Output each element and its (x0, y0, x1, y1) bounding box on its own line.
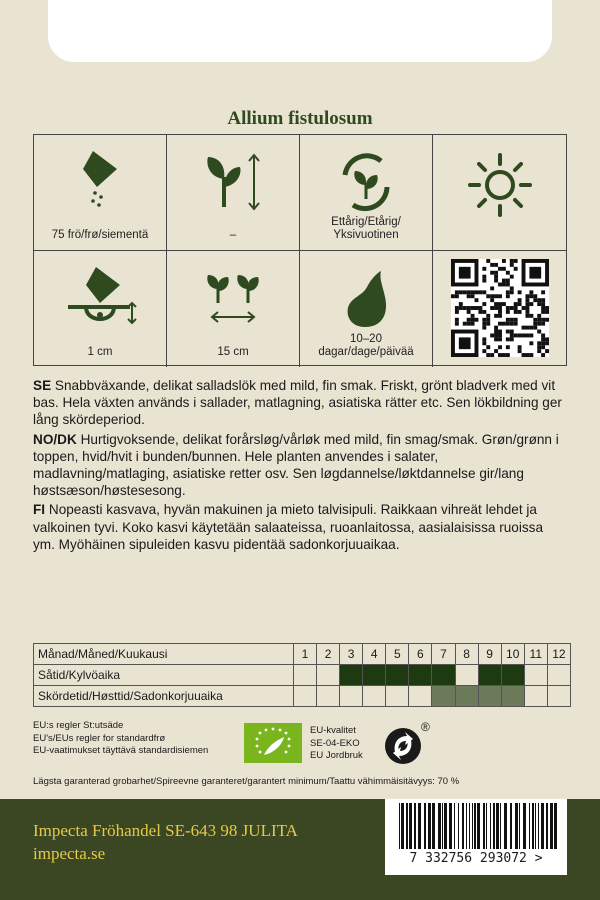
height-cell (167, 135, 300, 251)
month-9: 9 (478, 644, 501, 665)
plant-height-icon (198, 147, 268, 217)
sun-cell (433, 135, 566, 251)
month-11: 11 (524, 644, 547, 665)
lifecycle-icon (331, 147, 401, 217)
harvest-cell-7 (432, 686, 455, 707)
seed-count: 75 frö/frø/siementä (51, 229, 149, 241)
company-website[interactable]: impecta.se (33, 844, 106, 863)
lifecycle-cell (300, 135, 433, 251)
barcode-digits: 332756 293072 (425, 851, 527, 866)
sow-cell-3 (340, 665, 363, 686)
desc-fi (33, 501, 567, 553)
barcode-number (385, 851, 567, 866)
sow-cell-5 (386, 665, 409, 686)
desc-no-text: Hurtigvoksende, delikat forårsløg/vårløk med mild, fin smag/smak. Grøn/grønn i toppen, hvid/hvit i bunden/bunnen. Hele planten anvendes i salater, madlavning/matlaging, asiatiske retter osv. Sen løgdannelse/løktdannelse gir/lang høstsæson/høstesesong. (33, 431, 559, 499)
sowing-label: Såtid/Kylvöaika (34, 665, 294, 686)
sow-cell-2 (317, 665, 340, 686)
germination-cell (300, 251, 433, 367)
sow-cell-12 (547, 665, 570, 686)
hang-hole (48, 0, 552, 62)
lifecycle-line-2: Yksivuotinen (333, 229, 399, 241)
sun-icon (465, 147, 535, 217)
harvest-cell-2 (317, 686, 340, 707)
barcode-tail: > (534, 851, 543, 866)
eu-organic-leaf-icon (244, 723, 302, 763)
sow-cell-9 (478, 665, 501, 686)
germination-unit: dagar/dage/päivää (318, 346, 414, 358)
month-3: 3 (340, 644, 363, 665)
barcode-lead: 7 (409, 851, 418, 866)
rules-line-2: EU's/EUs regler for standardfrø (33, 732, 166, 744)
sow-cell-7 (432, 665, 455, 686)
sow-cell-10 (501, 665, 524, 686)
month-5: 5 (386, 644, 409, 665)
germination-guarantee: Lägsta garanterad grobarhet/Spireevne garanteret/garantert minimum/Taattu vähimmäisitävyys: 70 % (33, 776, 460, 787)
lifecycle-line-1: Ettårig/Etårig/ (331, 216, 401, 228)
lifecycle-text (300, 216, 432, 242)
icon-grid (33, 134, 567, 366)
germination-days: 10–20 (350, 333, 382, 345)
desc-fi-text: Nopeasti kasvava, hyvän makuinen ja mieto talvisipuli. Raikkaan vihreät lehdet ja valkoinen tyvi. Koko kasvi käytetään salaateissa, ruoanlaitossa, aasialaisissa ruoissa ym. Myöhäinen sipuleiden kasvu pidentää sadonkorjuuaikaa. (33, 502, 544, 552)
registered-mark: ® (421, 720, 430, 734)
seed-packet-icon (65, 147, 135, 217)
qr-code-icon[interactable] (451, 259, 549, 357)
plant-spacing-icon (198, 263, 268, 333)
rules-line-3: EU-vaatimukset täyttävä standardisiemen (33, 745, 209, 756)
month-4: 4 (363, 644, 386, 665)
sow-cell-1 (293, 665, 316, 686)
germination-text (300, 333, 432, 359)
harvest-cell-12 (547, 686, 570, 707)
sowing-depth: 1 cm (87, 346, 113, 358)
sowing-depth-icon (60, 263, 140, 333)
harvest-cell-6 (409, 686, 432, 707)
green-dot-logo (381, 722, 433, 773)
harvest-cell-10 (501, 686, 524, 707)
sow-cell-8 (455, 665, 478, 686)
eu-line-3: EU Jordbruk (310, 750, 363, 761)
desc-se-text: Snabbväxande, delikat salladslök med mild, fin smak. Friskt, grönt bladverk med vit bas. Hela växten används i sallader, matlagning, asiatiska rätter etc. Sen lökbildning ger lång skördeperiod. (33, 378, 562, 428)
descriptions (33, 377, 567, 555)
harvest-cell-4 (363, 686, 386, 707)
sow-cell-6 (409, 665, 432, 686)
seed-rules (33, 720, 208, 758)
harvest-label: Skördetid/Høsttid/Sadonkorjuuaika (34, 686, 294, 707)
lang-code-fi: FI (33, 502, 46, 518)
plant-height: – (229, 229, 237, 241)
month-6: 6 (409, 644, 432, 665)
month-7: 7 (432, 644, 455, 665)
sow-cell-4 (363, 665, 386, 686)
harvest-cell-3 (340, 686, 363, 707)
month-10: 10 (501, 644, 524, 665)
month-label: Månad/Måned/Kuukausi (34, 644, 294, 665)
eu-organic-text (310, 725, 363, 763)
harvest-cell-5 (386, 686, 409, 707)
spacing-cell (167, 251, 300, 367)
germination-icon (331, 263, 401, 333)
species-title: Allium fistulosum (227, 108, 373, 129)
month-8: 8 (455, 644, 478, 665)
harvest-cell-1 (293, 686, 316, 707)
harvest-cell-9 (478, 686, 501, 707)
sowing-calendar (33, 643, 571, 707)
seeds-cell (34, 135, 167, 251)
desc-no (33, 431, 567, 500)
qr-cell (433, 251, 566, 367)
sow-cell-11 (524, 665, 547, 686)
company-address: Impecta Fröhandel SE-643 98 JULITA (33, 821, 298, 840)
depth-cell (34, 251, 167, 367)
harvest-cell-8 (455, 686, 478, 707)
desc-se (33, 377, 567, 429)
lang-code-no: NO/DK (33, 431, 77, 447)
rules-line-1: EU:s regler St:utsäde (33, 720, 124, 731)
month-12: 12 (547, 644, 570, 665)
lang-code-se: SE (33, 378, 52, 393)
plant-spacing: 15 cm (217, 346, 249, 358)
eu-line-1: EU-kvalitet (310, 725, 356, 736)
month-1: 1 (293, 644, 316, 665)
harvest-cell-11 (524, 686, 547, 707)
eu-line-2: SE-04-EKO (310, 737, 360, 749)
month-2: 2 (317, 644, 340, 665)
